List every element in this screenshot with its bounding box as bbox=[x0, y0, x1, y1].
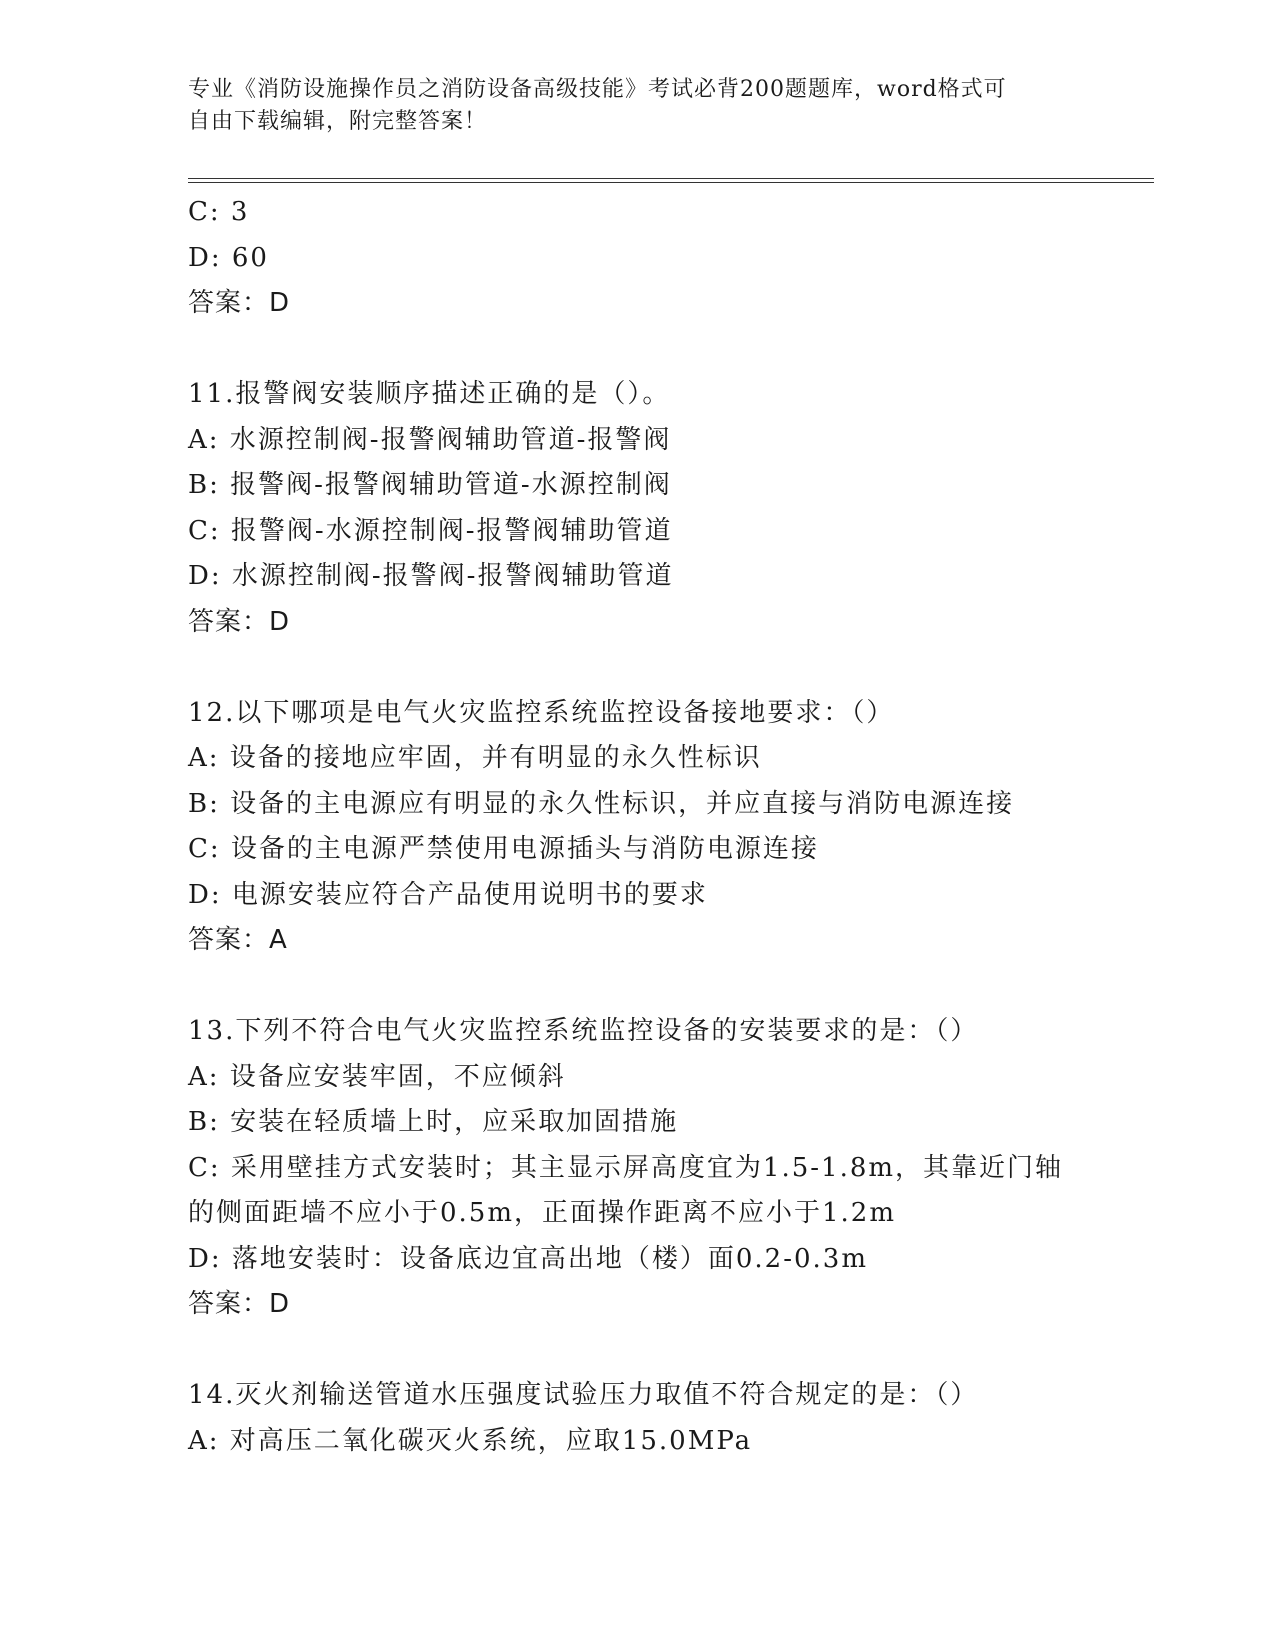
question-text: 11.报警阀安装顺序描述正确的是（）。 bbox=[188, 379, 671, 409]
question-fragment bbox=[188, 190, 1154, 327]
option-a: A: 设备应安装牢固，不应倾斜 bbox=[188, 1061, 566, 1092]
question-text: 14.灭火剂输送管道水压强度试验压力取值不符合规定的是：（） bbox=[188, 1380, 979, 1410]
spacer bbox=[188, 645, 1154, 691]
spacer bbox=[188, 964, 1154, 1010]
option-d: D: 水源控制阀-报警阀-报警阀辅助管道 bbox=[188, 561, 674, 591]
option-b: B: 报警阀-报警阀辅助管道-水源控制阀 bbox=[188, 470, 672, 500]
answer-line: 答案：D bbox=[188, 1289, 291, 1319]
document-body bbox=[188, 190, 1154, 1464]
question-text: 12.以下哪项是电气火灾监控系统监控设备接地要求：（） bbox=[188, 697, 895, 728]
question-13 bbox=[188, 1009, 1154, 1328]
spacer bbox=[188, 1328, 1154, 1374]
option-b: B: 设备的主电源应有明显的永久性标识，并应直接与消防电源连接 bbox=[188, 788, 1015, 819]
option-c: C: 采用壁挂方式安装时；其主显示屏高度宜为1.5-1.8m，其靠近门轴 bbox=[188, 1152, 1064, 1183]
header-line-2: 自由下载编辑，附完整答案！ bbox=[188, 109, 488, 134]
answer-line: 答案：D bbox=[188, 288, 291, 318]
question-14 bbox=[188, 1373, 1154, 1464]
option-a: A: 对高压二氧化碳灭火系统，应取15.0MPa bbox=[188, 1425, 753, 1456]
option-c: C: 3 bbox=[188, 197, 250, 227]
spacer bbox=[188, 327, 1154, 373]
option-c-continued: 的侧面距墙不应小于0.5m，正面操作距离不应小于1.2m bbox=[188, 1198, 897, 1228]
option-d: D: 落地安装时：设备底边宜高出地（楼）面0.2-0.3m bbox=[188, 1243, 869, 1274]
document-header bbox=[188, 74, 1088, 138]
question-12 bbox=[188, 691, 1154, 964]
question-text: 13.下列不符合电气火灾监控系统监控设备的安装要求的是：（） bbox=[188, 1016, 979, 1046]
option-c: C: 报警阀-水源控制阀-报警阀辅助管道 bbox=[188, 515, 673, 546]
option-d: D: 60 bbox=[188, 242, 269, 273]
option-a: A: 水源控制阀-报警阀辅助管道-报警阀 bbox=[188, 424, 672, 455]
option-b: B: 安装在轻质墙上时，应采取加固措施 bbox=[188, 1107, 679, 1137]
option-a: A: 设备的接地应牢固，并有明显的永久性标识 bbox=[188, 743, 762, 773]
option-d: D: 电源安装应符合产品使用说明书的要求 bbox=[188, 879, 708, 910]
header-line-1: 专业《消防设施操作员之消防设备高级技能》考试必背200题题库，word格式可 bbox=[188, 77, 1007, 102]
option-c: C: 设备的主电源严禁使用电源插头与消防电源连接 bbox=[188, 834, 819, 864]
answer-line: 答案：A bbox=[188, 925, 288, 955]
header-divider bbox=[188, 178, 1154, 183]
question-11 bbox=[188, 372, 1154, 645]
answer-line: 答案：D bbox=[188, 606, 291, 637]
